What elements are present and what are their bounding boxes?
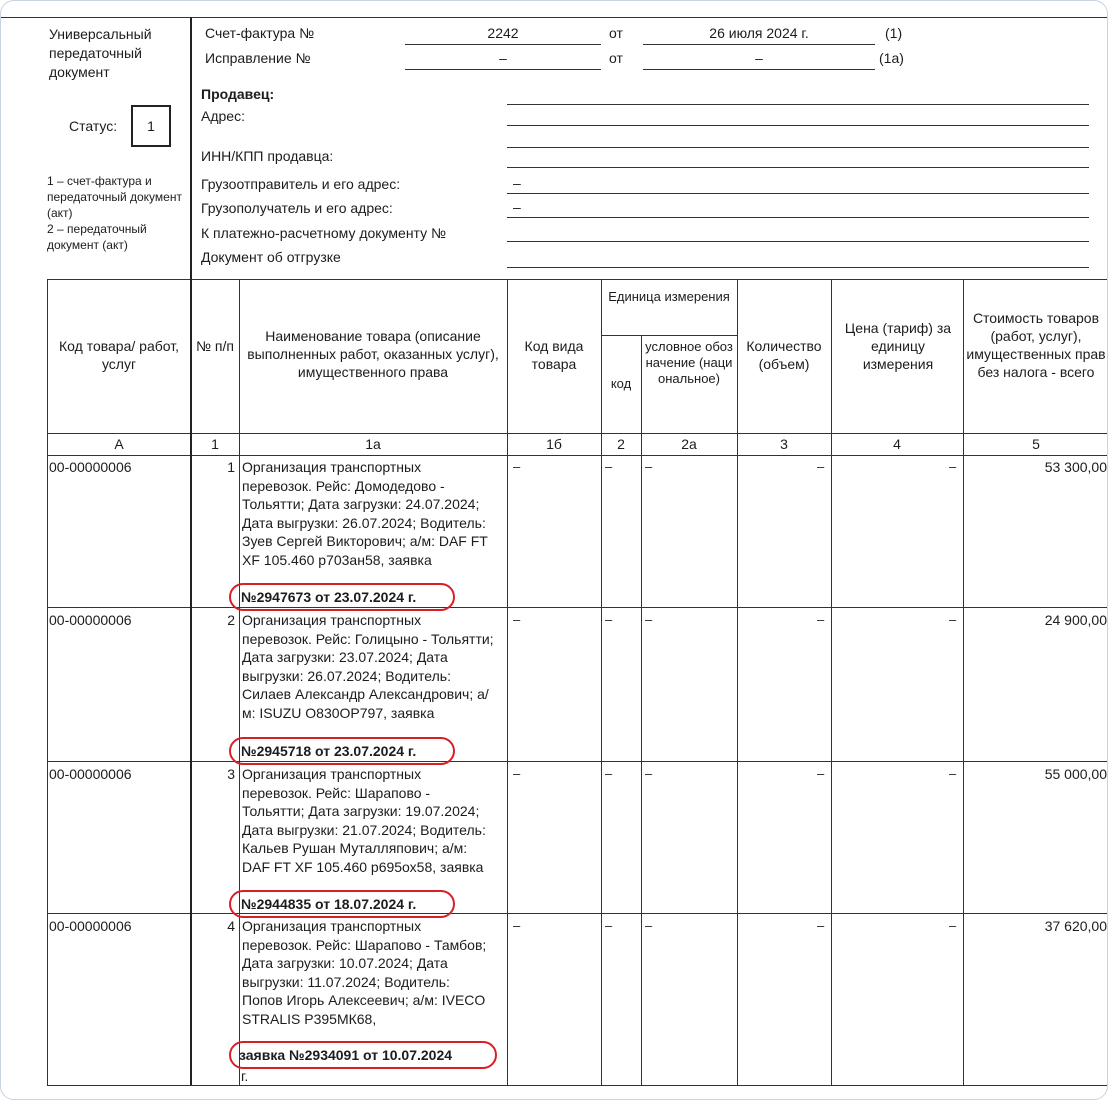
row1-description: Организация транспортных перевозок. Рейс: Домодедово - Тольятти; Дата загрузки: 24.07.2024; Дата выгрузки: 26.07.2024; Водитель: Зуев Сергей Викторович; а/м: DAF FT XF 105.460 р703ан58, заявка bbox=[242, 459, 488, 568]
row3-description: Организация транспортных перевозок. Рейс: Шарапово - Тольятти; Дата загрузки: 19.07.2024; Дата выгрузки: 21.07.2024; Водитель: Кальев Рушан Муталляпович; а/м: DAF FT XF 105.460 р695ох58, заявка bbox=[242, 766, 486, 875]
header-qty: Количество (объем) bbox=[746, 338, 822, 372]
seller-label: Продавец: bbox=[201, 86, 275, 102]
header-unit: Единица измерения bbox=[608, 289, 730, 304]
row4-code: 00-00000006 bbox=[49, 918, 132, 934]
top-rule bbox=[1, 17, 1108, 18]
row2-cost: 24 900,00 bbox=[1044, 612, 1107, 628]
invoice-from-label: от bbox=[609, 25, 623, 41]
row2-code: 00-00000006 bbox=[49, 612, 132, 628]
row4-qty-dash: – bbox=[817, 918, 825, 933]
row3-qty-dash: – bbox=[817, 766, 825, 781]
colnum-4: 4 bbox=[893, 436, 901, 452]
row4-kind-dash: – bbox=[513, 918, 521, 933]
correction-label: Исправление № bbox=[205, 50, 311, 66]
row3-unit-name-dash: – bbox=[645, 766, 653, 781]
row3-num: 3 bbox=[227, 766, 235, 782]
consignee-line bbox=[507, 217, 1089, 218]
colnum-1: 1 bbox=[211, 436, 219, 452]
row3-bottom-line bbox=[47, 913, 1108, 914]
line-code-1: (1) bbox=[885, 25, 903, 41]
header-separator bbox=[190, 17, 192, 279]
row2-price-dash: – bbox=[949, 612, 957, 627]
header-name: Наименование товара (описание выполненных работ, оказанных услуг), имущественного права bbox=[247, 328, 499, 380]
correction-date-line bbox=[643, 69, 875, 70]
correction-number-line bbox=[405, 69, 601, 70]
row2-description: Организация транспортных перевозок. Рейс: Голицыно - Тольятти; Дата загрузки: 23.07.2024; Дата выгрузки: 26.07.2024; Водитель: Силаев Александр Александрович; а/м: ISUZU О830ОР797, заявка bbox=[242, 612, 494, 721]
colnum-1a: 1а bbox=[365, 436, 381, 452]
col-line-0 bbox=[47, 279, 48, 1085]
consignee-label: Грузополучатель и его адрес: bbox=[201, 200, 393, 216]
colnum-2a: 2а bbox=[681, 436, 697, 452]
row4-description: Организация транспортных перевозок. Рейс: Шарапово - Тамбов; Дата загрузки: 10.07.2024; Дата выгрузки: 11.07.2024; Водитель: Попов Игорь Алексеевич; а/м: IVECO STRALIS Р395МК68, bbox=[242, 918, 487, 1027]
row4-price-dash: – bbox=[949, 918, 957, 933]
colnum-2: 2 bbox=[617, 436, 625, 452]
col-line-3 bbox=[507, 279, 508, 1085]
row1-highlight-oval bbox=[229, 583, 455, 611]
row1-bottom-line bbox=[47, 607, 1108, 608]
row2-unit-code-dash: – bbox=[605, 612, 613, 627]
col-line-4 bbox=[601, 279, 602, 1085]
row2-qty-dash: – bbox=[817, 612, 825, 627]
invoice-label: Счет-фактура № bbox=[205, 25, 315, 41]
header-code: Код товара/ работ, услуг bbox=[59, 338, 179, 372]
correction-number: – bbox=[499, 50, 507, 66]
inn-line bbox=[507, 167, 1089, 168]
inn-label: ИНН/КПП продавца: bbox=[201, 148, 334, 164]
row4-num: 4 bbox=[227, 918, 235, 934]
correction-from-label: от bbox=[609, 50, 623, 66]
header-num: № п/п bbox=[196, 338, 234, 354]
row4-unit-name-dash: – bbox=[645, 918, 653, 933]
row2-num: 2 bbox=[227, 612, 235, 628]
header-kind-code: Код вида товара bbox=[524, 338, 584, 372]
shipper-value: – bbox=[513, 175, 521, 191]
row1-highlight: №2947673 от 23.07.2024 г. bbox=[241, 589, 417, 605]
address-line-2 bbox=[507, 147, 1089, 148]
col-line-8 bbox=[963, 279, 964, 1085]
row1-unit-code-dash: – bbox=[605, 459, 613, 474]
colnum-5: 5 bbox=[1032, 436, 1040, 452]
row2-unit-name-dash: – bbox=[645, 612, 653, 627]
unit-sub-line bbox=[601, 335, 737, 336]
row1-kind-dash: – bbox=[513, 459, 521, 474]
col-line-6 bbox=[737, 279, 738, 1085]
doc-type-label: Универсальный передаточный документ bbox=[49, 26, 152, 80]
colnum-bottom-line bbox=[47, 455, 1108, 456]
table-bottom-line bbox=[47, 1085, 1108, 1086]
row3-unit-code-dash: – bbox=[605, 766, 613, 781]
invoice-date: 26 июля 2024 г. bbox=[709, 25, 809, 41]
invoice-date-line bbox=[643, 44, 875, 45]
row4-cost: 37 620,00 bbox=[1044, 918, 1107, 934]
status-label: Статус: bbox=[69, 118, 118, 134]
header-bottom-line bbox=[47, 433, 1108, 434]
row2-highlight: №2945718 от 23.07.2024 г. bbox=[241, 743, 417, 759]
header-cost: Стоимость товаров (работ, услуг), имущественных прав без налога - всего bbox=[966, 310, 1106, 380]
col-line-5 bbox=[641, 335, 642, 1085]
invoice-number-line bbox=[405, 44, 601, 45]
row4-tail: г. bbox=[241, 1068, 249, 1084]
row1-unit-name-dash: – bbox=[645, 459, 653, 474]
header-unit-code: код bbox=[610, 376, 632, 391]
row4-highlight-oval bbox=[229, 1041, 497, 1069]
row2-kind-dash: – bbox=[513, 612, 521, 627]
line-code-1a: (1а) bbox=[879, 50, 904, 66]
row3-kind-dash: – bbox=[513, 766, 521, 781]
row4-unit-code-dash: – bbox=[605, 918, 613, 933]
shipment-doc-line bbox=[507, 267, 1089, 268]
col-line-1 bbox=[190, 279, 192, 1085]
payment-doc-label: К платежно-расчетному документу № bbox=[201, 225, 447, 241]
row1-code: 00-00000006 bbox=[49, 459, 132, 475]
payment-doc-line bbox=[507, 241, 1089, 242]
col-line-2 bbox=[239, 279, 240, 1085]
col-line-7 bbox=[831, 279, 832, 1085]
row4-highlight: заявка №2934091 от 10.07.2024 bbox=[239, 1047, 453, 1063]
row1-cost: 53 300,00 bbox=[1044, 459, 1107, 475]
row3-cost: 55 000,00 bbox=[1044, 766, 1107, 782]
address-label: Адрес: bbox=[201, 108, 245, 124]
shipment-doc-label: Документ об отгрузке bbox=[201, 249, 341, 265]
row1-num: 1 bbox=[227, 459, 235, 475]
row1-qty-dash: – bbox=[817, 459, 825, 474]
row3-highlight-oval bbox=[229, 890, 455, 918]
colnum-1b: 1б bbox=[546, 436, 562, 452]
row3-highlight: №2944835 от 18.07.2024 г. bbox=[241, 896, 417, 912]
row3-price-dash: – bbox=[949, 766, 957, 781]
address-line bbox=[507, 125, 1089, 126]
row3-code: 00-00000006 bbox=[49, 766, 132, 782]
seller-line bbox=[507, 104, 1089, 105]
colnum-3: 3 bbox=[780, 436, 788, 452]
row2-bottom-line bbox=[47, 761, 1108, 762]
row1-price-dash: – bbox=[949, 459, 957, 474]
status-note: 1 – счет-фактура и передаточный документ (акт) 2 – передаточный документ (акт) bbox=[47, 174, 182, 252]
colnum-a: А bbox=[114, 436, 124, 452]
correction-date: – bbox=[755, 50, 763, 66]
shipper-label: Грузоотправитель и его адрес: bbox=[201, 176, 401, 192]
status-box: 1 bbox=[131, 105, 171, 147]
invoice-number: 2242 bbox=[487, 25, 519, 41]
table-top-line bbox=[47, 279, 1108, 280]
row2-highlight-oval bbox=[229, 737, 455, 765]
header-unit-name: условное обозначение (национальное) bbox=[645, 339, 733, 386]
shipper-line bbox=[507, 193, 1089, 194]
consignee-value: – bbox=[513, 199, 521, 215]
header-price: Цена (тариф) за единицу измерения bbox=[844, 320, 952, 372]
